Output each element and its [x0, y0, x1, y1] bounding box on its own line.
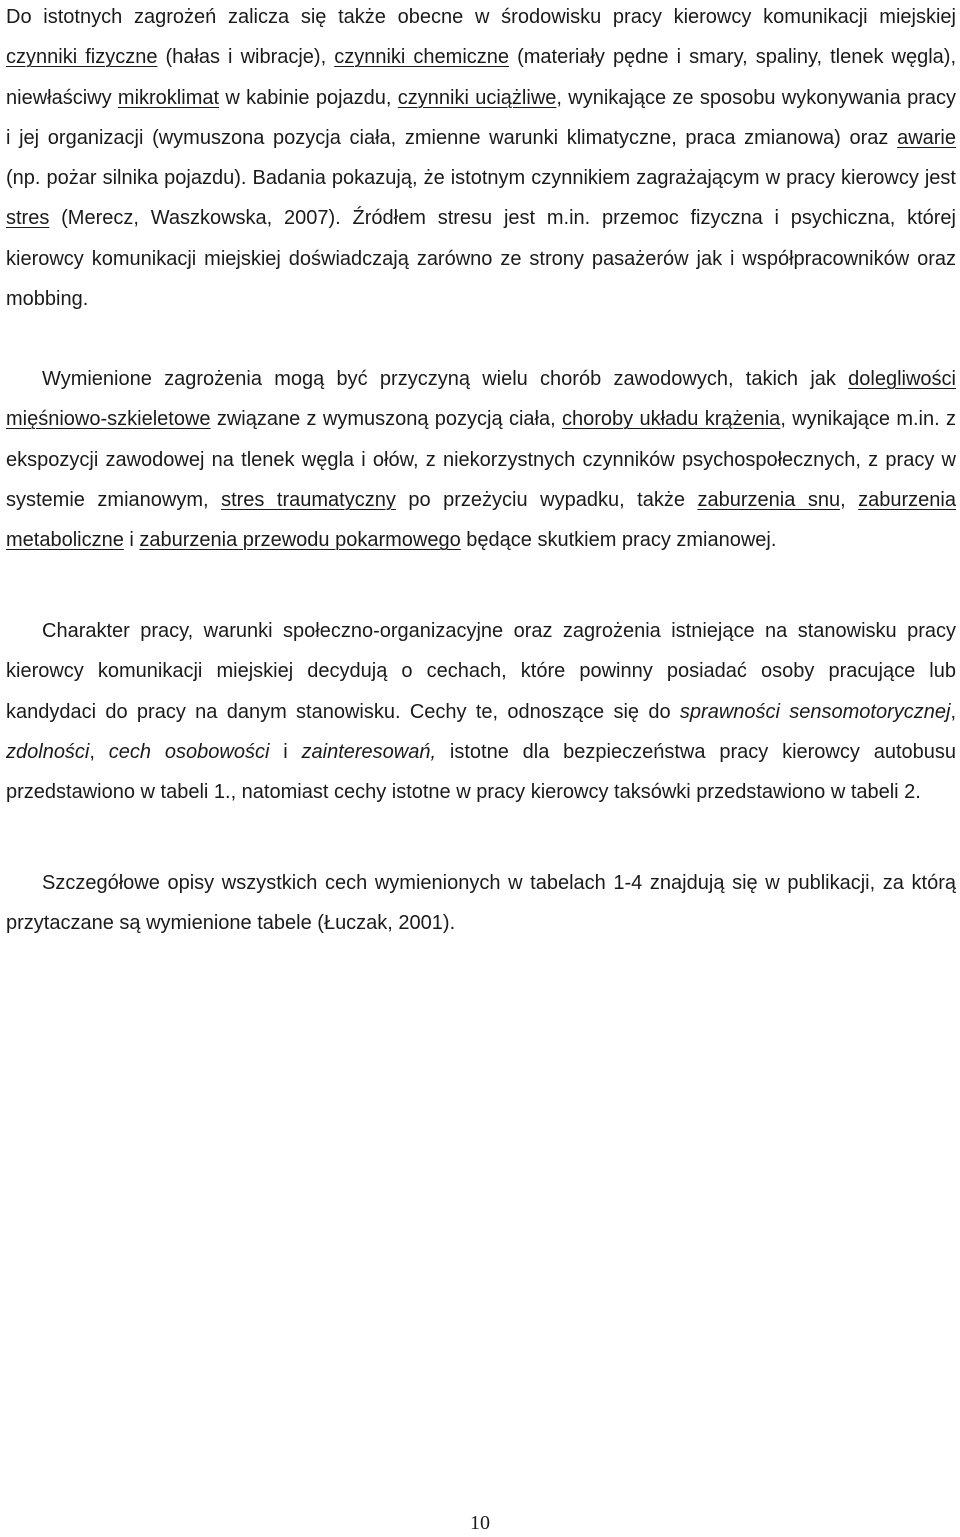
text-run: , [840, 488, 859, 511]
text-run: związane z wymuszoną pozycją ciała, [210, 408, 562, 431]
underlined-term: czynniki uciążliwe [397, 86, 557, 109]
paragraph-hazards [6, 0, 956, 319]
text-run: Wymienione zagrożenia mogą być przyczyną wielu chorób zawodowych, takich jak [42, 368, 849, 390]
text-run: istotne dla bezpieczeństwa pracy kierowcy autobusu przedstawiono w tabeli 1., natomiast cechy istotne w pracy kierowcy taksówki przedstawiono w tabeli 2. [6, 740, 956, 804]
underlined-term: zaburzenia snu [697, 488, 841, 511]
underlined-term: czynniki fizyczne [6, 46, 158, 69]
underlined-term: mikroklimat [117, 86, 220, 109]
underlined-term: czynniki chemiczne [334, 46, 510, 69]
text-run: będące skutkiem pracy zmianowej. [460, 529, 777, 552]
page-number: 10 [470, 1512, 490, 1534]
text-run: i [123, 529, 140, 552]
text-run: Do istotnych zagrożeń zalicza się także obecne w środowisku pracy kierowcy komunikacji miejskiej [6, 6, 956, 28]
text-run: (Merecz, Waszkowska, 2007). Źródłem stresu jest m.in. przemoc fizyczna i psychiczna, której kierowcy komunikacji miejskiej doświadczają zarówno ze strony pasażerów jak i współpracowników oraz mobbing. [6, 207, 956, 311]
paragraph-occupational-diseases [6, 359, 956, 560]
text-run: (np. pożar silnika pojazdu). Badania pokazują, że istotnym czynnikiem zagrażającym w pracy kierowcy jest [6, 167, 956, 190]
text-run: , wynikające m.in. z ekspozycji zawodowej na tlenek węgla i ołów, z niekorzystnych czynników psychospołecznych, z pracy w systemie zmianowym, [6, 408, 957, 511]
text-run: , [89, 740, 109, 763]
text-run: , wynikające ze sposobu wykonywania pracy i jej organizacji (wymuszona pozycja ciała, zmienne warunki klimatyczne, praca zmianowa) oraz [6, 86, 956, 149]
underlined-term: choroby układu krążenia [561, 408, 781, 431]
underlined-term: awarie [897, 126, 956, 149]
underlined-term: dolegliwości mięśniowo-szkieletowe [6, 368, 956, 431]
text-run: , [950, 700, 957, 723]
italic-term: cech osobowości [108, 740, 270, 763]
text-run: w kabinie pojazdu, [219, 86, 398, 109]
italic-term: zdolności [6, 740, 90, 763]
text-run: po przeżyciu wypadku, także [395, 488, 698, 511]
underlined-term: stres traumatyczny [221, 488, 396, 511]
paragraph-detailed-descriptions [6, 863, 956, 944]
text-run: Charakter pracy, warunki społeczno-organizacyjne oraz zagrożenia istniejące na stanowisku pracy kierowcy komunikacji miejskiej decydują o cechach, które powinny posiadać osoby pracujące lub kandydaci do pracy na danym stanowisku. Cechy te, odnoszące się do [6, 620, 956, 723]
text-run: Szczegółowe opisy wszystkich cech wymienionych w tabelach 1-4 znajdują się w publikacji, za którą przytaczane są wymienione tabele (Łuczak, 2001). [6, 872, 956, 935]
italic-term: sprawności sensomotorycznej [679, 700, 951, 723]
paragraph-required-traits [6, 611, 956, 812]
text-run: (hałas i wibracje), [157, 46, 335, 69]
text-run: i [269, 740, 302, 763]
underlined-term: zaburzenia przewodu pokarmowego [139, 529, 461, 552]
italic-term: zainteresowań, [301, 740, 437, 763]
underlined-term: stres [6, 207, 50, 230]
underlined-term: zaburzenia metaboliczne [6, 488, 956, 552]
text-run: (materiały pędne i smary, spaliny, tlenek węgla), niewłaściwy [6, 46, 957, 109]
